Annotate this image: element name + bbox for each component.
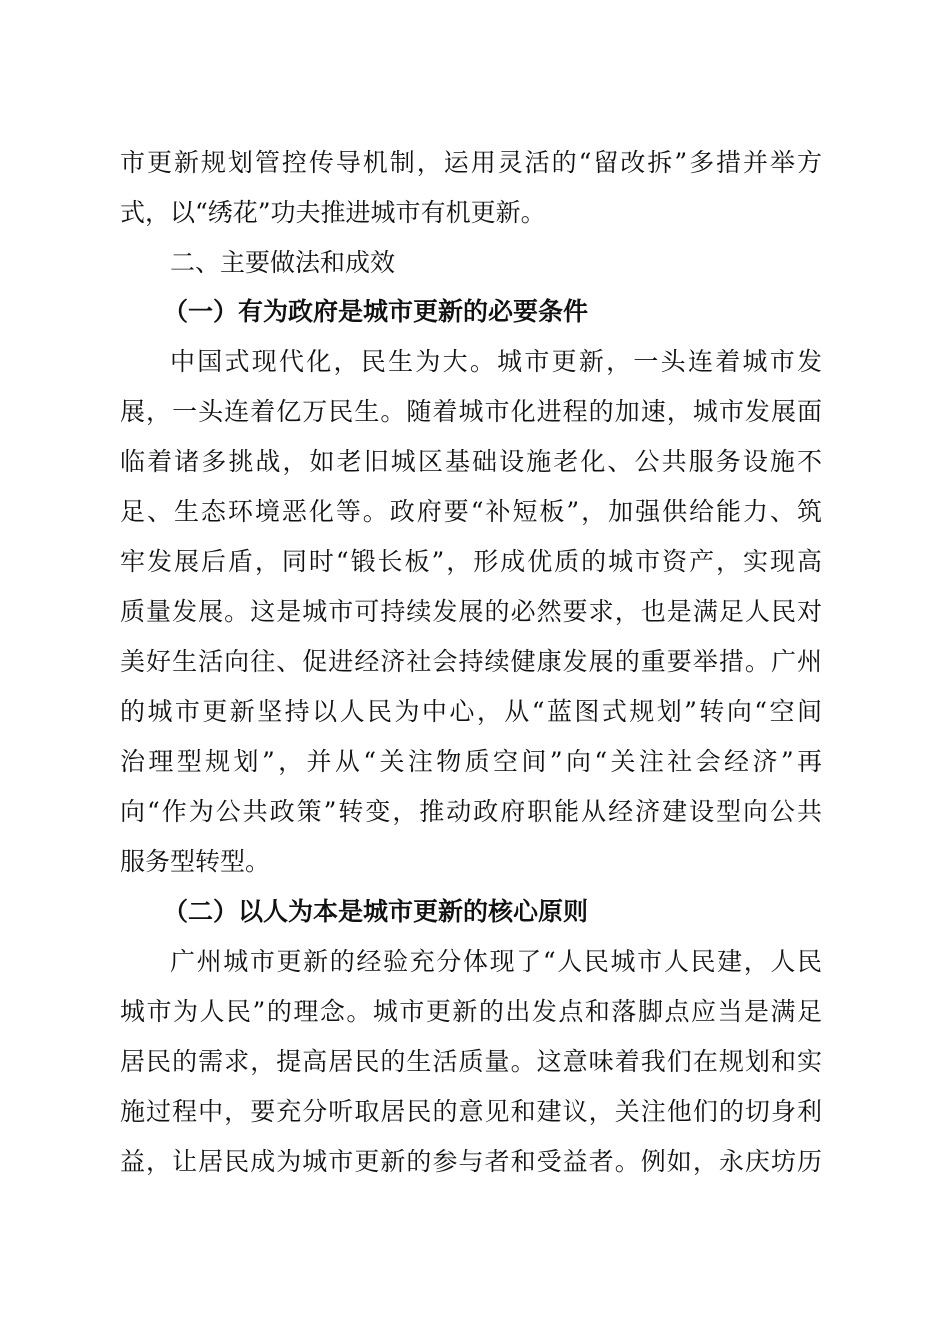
paragraph-1-line-11: 服务型转型。 — [120, 847, 271, 876]
paragraph-1-line-2: 展，一头连着亿万民生。随着城市化进程的加速，城市发展面 — [120, 397, 822, 426]
paragraph-1-line-4: 足、生态环境恶化等。政府要“补短板”，加强供给能力、筑 — [120, 497, 822, 526]
paragraph-1-line-1: 中国式现代化，民生为大。城市更新，一头连着城市发 — [170, 347, 822, 376]
paragraph-2-line-3: 居民的需求，提高居民的生活质量。这意味着我们在规划和实 — [120, 1047, 822, 1076]
paragraph-1-line-3: 临着诸多挑战，如老旧城区基础设施老化、公共服务设施不 — [120, 447, 822, 476]
paragraph-1-line-8: 的城市更新坚持以人民为中心，从“蓝图式规划”转向“空间 — [120, 697, 822, 726]
paragraph-1-line-6: 质量发展。这是城市可持续发展的必然要求，也是满足人民对 — [120, 597, 822, 626]
paragraph-2-line-2: 城市为人民”的理念。城市更新的出发点和落脚点应当是满足 — [120, 997, 822, 1026]
paragraph-1-line-10: 向“作为公共政策”转变，推动政府职能从经济建设型向公共 — [120, 797, 822, 826]
subsection-heading-1: （一）有为政府是城市更新的必要条件 — [163, 297, 589, 326]
paragraph-1-line-5: 牢发展后盾，同时“锻长板”，形成优质的城市资产，实现高 — [120, 547, 822, 576]
subsection-heading-2: （二）以人为本是城市更新的核心原则 — [163, 897, 589, 926]
paragraph-2-line-5: 益，让居民成为城市更新的参与者和受益者。例如，永庆坊历 — [120, 1147, 822, 1176]
intro-line-1: 市更新规划管控传导机制，运用灵活的“留改拆”多措并举方 — [120, 148, 822, 177]
paragraph-1-line-7: 美好生活向往、促进经济社会持续健康发展的重要举措。广州 — [120, 647, 822, 676]
paragraph-2-line-4: 施过程中，要充分听取居民的意见和建议，关注他们的切身利 — [120, 1097, 822, 1126]
paragraph-2-line-1: 广州城市更新的经验充分体现了“人民城市人民建，人民 — [170, 947, 822, 976]
intro-line-2: 式，以“绣花”功夫推进城市有机更新。 — [120, 198, 546, 227]
section-heading: 二、主要做法和成效 — [170, 248, 396, 277]
paragraph-1-line-9: 治理型规划”，并从“关注物质空间”向“关注社会经济”再 — [120, 747, 822, 776]
